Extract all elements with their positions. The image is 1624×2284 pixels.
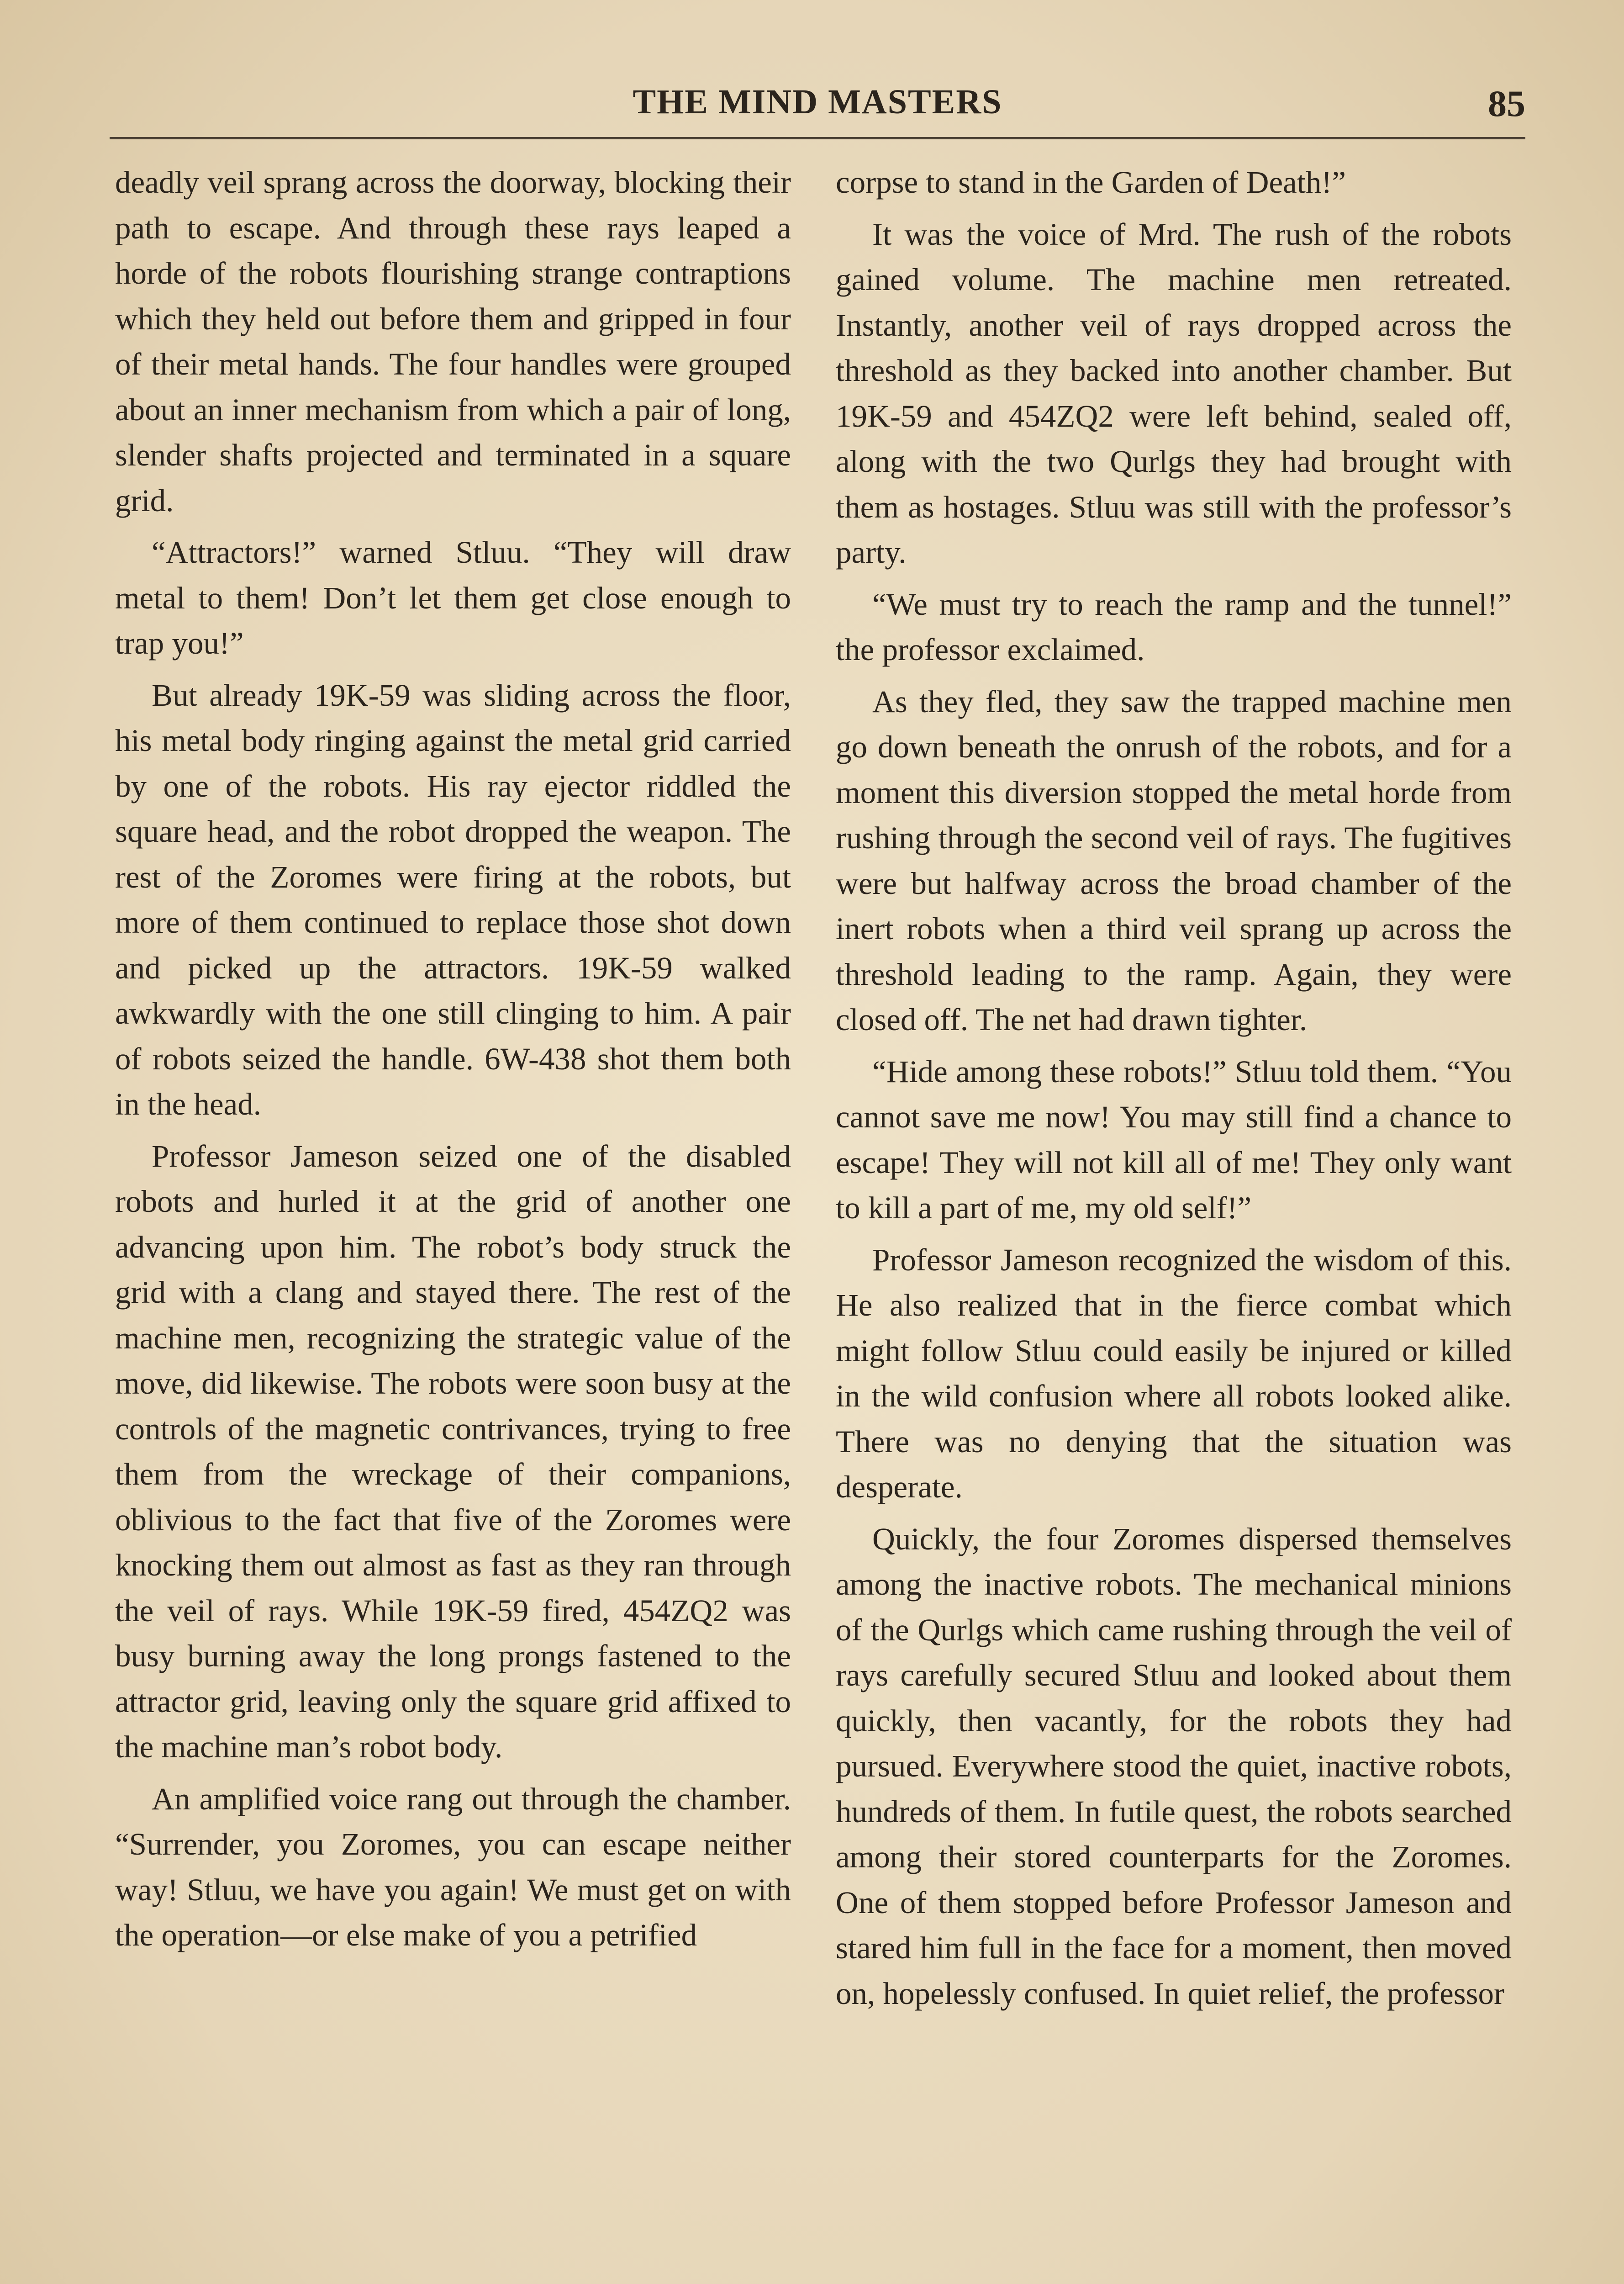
- paragraph: But already 19K-59 was sliding across the floor, his metal body ringing against the metal grid carried by one of the robots. His ray ejector riddled the square head, and the robot dropped the weapon. The rest of the Zoromes were firing at the robots, but more of them continued to replace those shot down and picked up the attractors. 19K-59 walked awkwardly with the one still clinging to him. A pair of robots seized the handle. 6W-438 shot them both in the head.: [115, 677, 791, 1121]
- paragraph: An amplified voice rang out through the chamber. “Surrender, you Zoromes, you can escape neither way! Stluu, we have you again! We must get on with the operation—or else make of you a petrified: [115, 1781, 791, 1952]
- paragraph: deadly veil sprang across the doorway, blocking their path to escape. And through these rays leaped a horde of the robots flourishing strange contraptions which they held out before them and gripped in four of their metal hands. The four handles were grouped about an inner mechanism from which a pair of long, slender shafts projected and terminated in a square grid.: [115, 165, 791, 518]
- paragraph: Professor Jameson seized one of the disabled robots and hurled it at the grid of another one advancing upon him. The robot’s body struck the grid with a clang and stayed there. The rest of the machine men, recognizing the strategic value of the move, did likewise. The robots were soon busy at the controls of the magnetic contrivances, trying to free them from the wreckage of their companions, oblivious to the fact that five of the Zoromes were knocking them out almost as fast as they ran through the veil of rays. While 19K-59 fired, 454ZQ2 was busy burning away the long prongs fastened to the attractor grid, leaving only the square grid affixed to the machine man’s robot body.: [115, 1138, 791, 1764]
- right-column: [836, 160, 1512, 2284]
- left-column: [115, 160, 791, 2284]
- page-number: 85: [1488, 83, 1525, 124]
- paragraph: Professor Jameson recognized the wisdom of this. He also realized that in the fierce combat which might follow Stluu could easily be injured or killed in the wild confusion where all robots looked alike. There was no denying that the situation was desperate.: [836, 1242, 1512, 1504]
- paragraph: As they fled, they saw the trapped machine men go down beneath the onrush of the robots, and for a moment this diversion stopped the metal horde from rushing through the second veil of rays. The fugitives were but halfway across the broad chamber of the inert robots when a third veil sprang up across the threshold leading to the ramp. Again, they were closed off. The net had drawn tighter.: [836, 684, 1512, 1037]
- paragraph: “Hide among these robots!” Stluu told them. “You cannot save me now! You may still find a chance to escape! They will not kill all of me! They only want to kill a part of me, my old self!”: [836, 1054, 1512, 1225]
- running-head: [110, 82, 1525, 139]
- paragraph: Quickly, the four Zoromes dispersed themselves among the inactive robots. The mechanical minions of the Qurlgs which came rushing through the veil of rays carefully secured Stluu and looked about them quickly, then vacantly, for the robots they had pursued. Everywhere stood the quiet, inactive robots, hundreds of them. In futile quest, the robots searched among their stored counterparts for the Zoromes. One of them stopped before Professor Jameson and stared him full in the face for a moment, then moved on, hopelessly confused. In quiet relief, the professor: [836, 1521, 1512, 2011]
- paragraph: “Attractors!” warned Stluu. “They will draw metal to them! Don’t let them get close enough to trap you!”: [115, 535, 791, 661]
- page-title: THE MIND MASTERS: [633, 83, 1002, 121]
- paragraph: “We must try to reach the ramp and the tunnel!” the professor exclaimed.: [836, 587, 1512, 667]
- paragraph: corpse to stand in the Garden of Death!”: [836, 165, 1346, 200]
- paragraph: It was the voice of Mrd. The rush of the robots gained volume. The machine men retreated. Instantly, another veil of rays dropped across the threshold as they backed into another chamber. But 19K-59 and 454ZQ2 were left behind, sealed off, along with the two Qurlgs they had brought with them as hostages. Stluu was still with the professor’s party.: [836, 217, 1512, 570]
